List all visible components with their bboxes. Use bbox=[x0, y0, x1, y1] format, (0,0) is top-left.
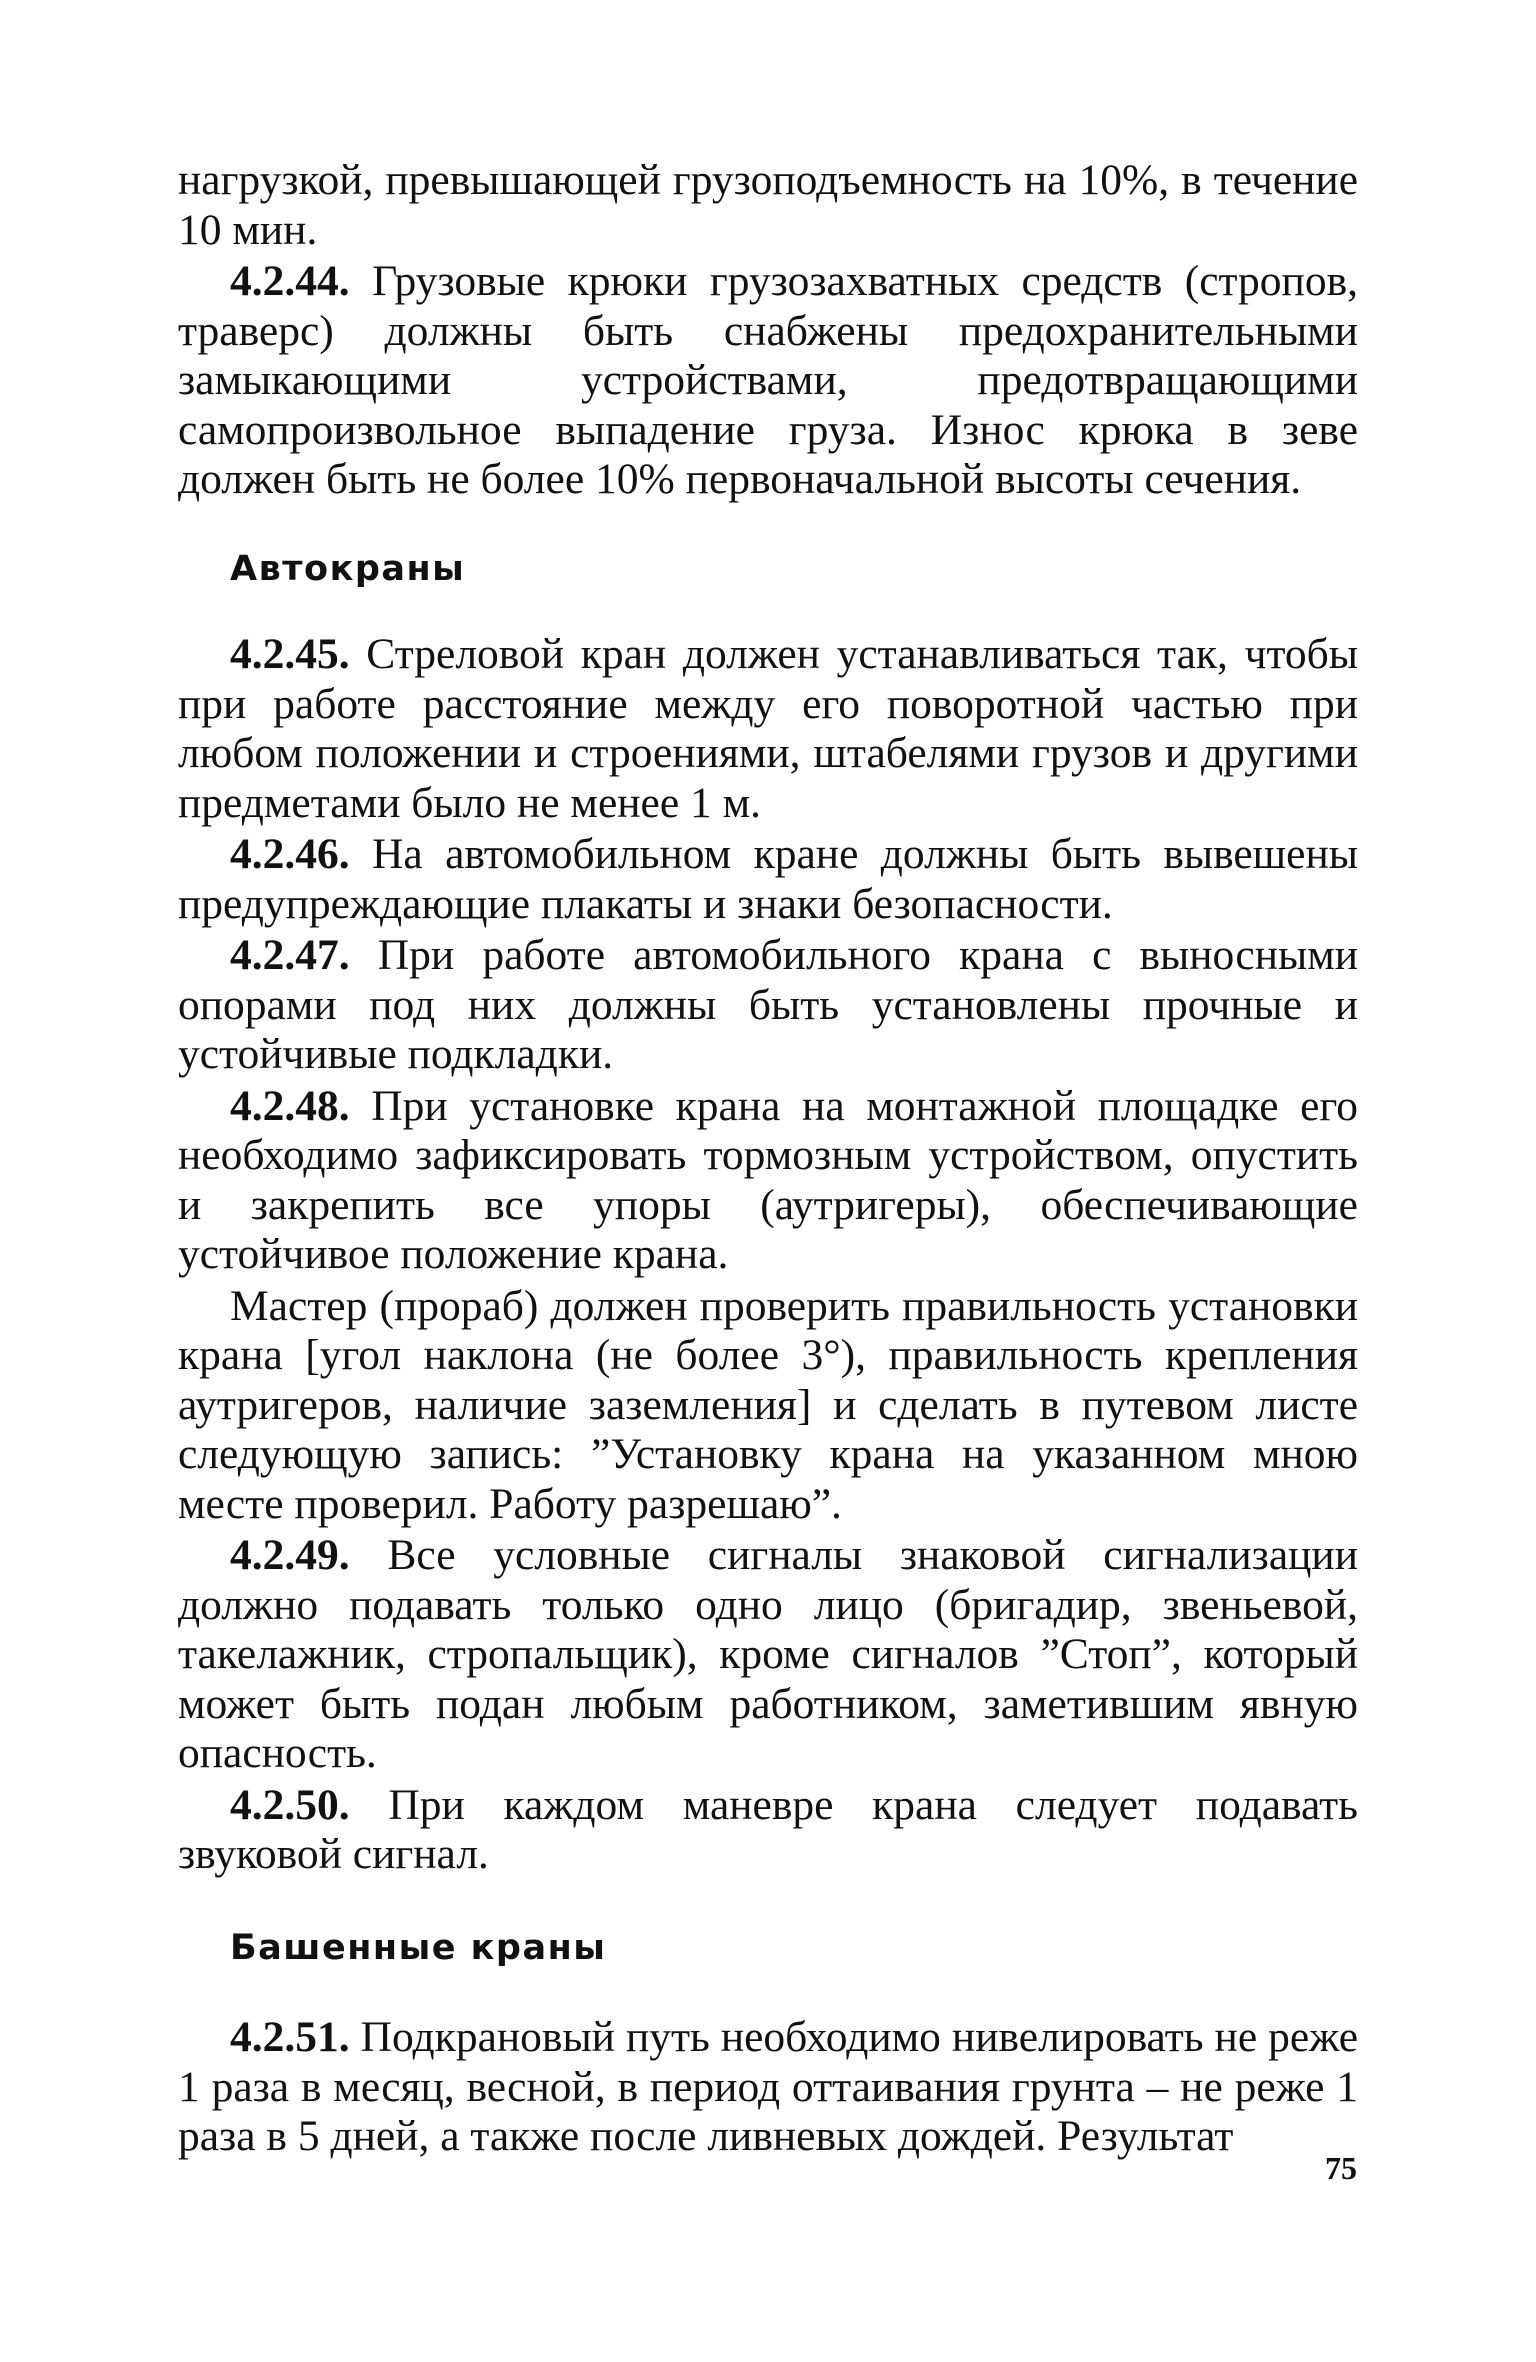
paragraph-text: При установке крана на монтажной площадке его необходимо зафиксировать тормозным устройством, опустить и закрепить все упоры (аутригеры), обеспечивающие устойчивое положение крана. bbox=[178, 1081, 1358, 1278]
paragraph-continuation bbox=[178, 156, 1358, 255]
paragraph-text: При работе автомобильного крана с выносными опорами под них должны быть установлены прочные и устойчивые подкладки. bbox=[178, 931, 1359, 1078]
paragraph-text: Мастер (прораб) должен проверить правильность установки крана [угол наклона (не более 3°), правильность крепления аутригеров, наличие заземления] и сделать в путевом листе следующую запись: ”Установку крана на указанном мною месте проверил. Работу разрешаю”. bbox=[178, 1281, 1358, 1528]
paragraph-text: На автомобильном кране должны быть вывешены предупреждающие плакаты и знаки безопасности. bbox=[178, 830, 1358, 928]
clause-number: 4.2.46. bbox=[230, 830, 350, 878]
paragraph-text: Стреловой кран должен устанавливаться так, чтобы при работе расстояние между его поворотной частью при любом положении и строениями, штабелями грузов и другими предметами было не менее 1 м. bbox=[178, 630, 1358, 827]
page-number: 75 bbox=[1325, 2150, 1357, 2186]
paragraph-text: Грузовые крюки грузозахватных средств (стропов, траверс) должны быть снабжены предохранительными замыкающими устройствами, предотвращающими самопроизвольное выпадение груза. Износ крюка в зеве должен быть не более 10% первоначальной высоты сечения. bbox=[178, 257, 1358, 503]
section-heading-tower-cranes: Башенные краны bbox=[230, 1927, 607, 1968]
clause-number: 4.2.44. bbox=[230, 257, 350, 305]
clause-number: 4.2.47. bbox=[230, 931, 350, 979]
paragraph-master-note bbox=[178, 1282, 1358, 1530]
clause-number: 4.2.49. bbox=[230, 1531, 350, 1579]
paragraph-4-2-48 bbox=[178, 1082, 1358, 1280]
paragraph-4-2-51 bbox=[178, 2013, 1358, 2162]
paragraph-text: Все условные сигналы знаковой сигнализации должно подавать только одно лицо (бригадир, звеньевой, такелажник, стропальщик), кроме сигналов ”Стоп”, который может быть подан любым работником, заметившим явную опасность. bbox=[178, 1531, 1358, 1777]
paragraph-4-2-50 bbox=[178, 1781, 1358, 1880]
paragraph-text: При каждом маневре крана следует подавать звуковой сигнал. bbox=[178, 1780, 1359, 1878]
paragraph-4-2-45 bbox=[178, 630, 1358, 828]
clause-number: 4.2.51. bbox=[230, 2013, 350, 2061]
clause-number: 4.2.48. bbox=[230, 1081, 350, 1130]
paragraph-text: нагрузкой, превышающей грузоподъемность на 10%, в течение 10 мин. bbox=[178, 156, 1358, 254]
section-heading-autocranes: Автокраны bbox=[230, 548, 466, 589]
paragraph-text: Подкрановый путь необходимо нивелировать не реже 1 раза в месяц, весной, в период оттаивания грунта – не реже 1 раза в 5 дней, а также после ливневых дождей. Результат bbox=[178, 2013, 1358, 2160]
document-page bbox=[178, 156, 1358, 2162]
paragraph-4-2-49 bbox=[178, 1531, 1358, 1779]
paragraph-4-2-44 bbox=[178, 257, 1358, 505]
clause-number: 4.2.50. bbox=[230, 1780, 350, 1829]
paragraph-4-2-46 bbox=[178, 830, 1358, 929]
paragraph-4-2-47 bbox=[178, 931, 1358, 1080]
clause-number: 4.2.45. bbox=[230, 630, 350, 678]
